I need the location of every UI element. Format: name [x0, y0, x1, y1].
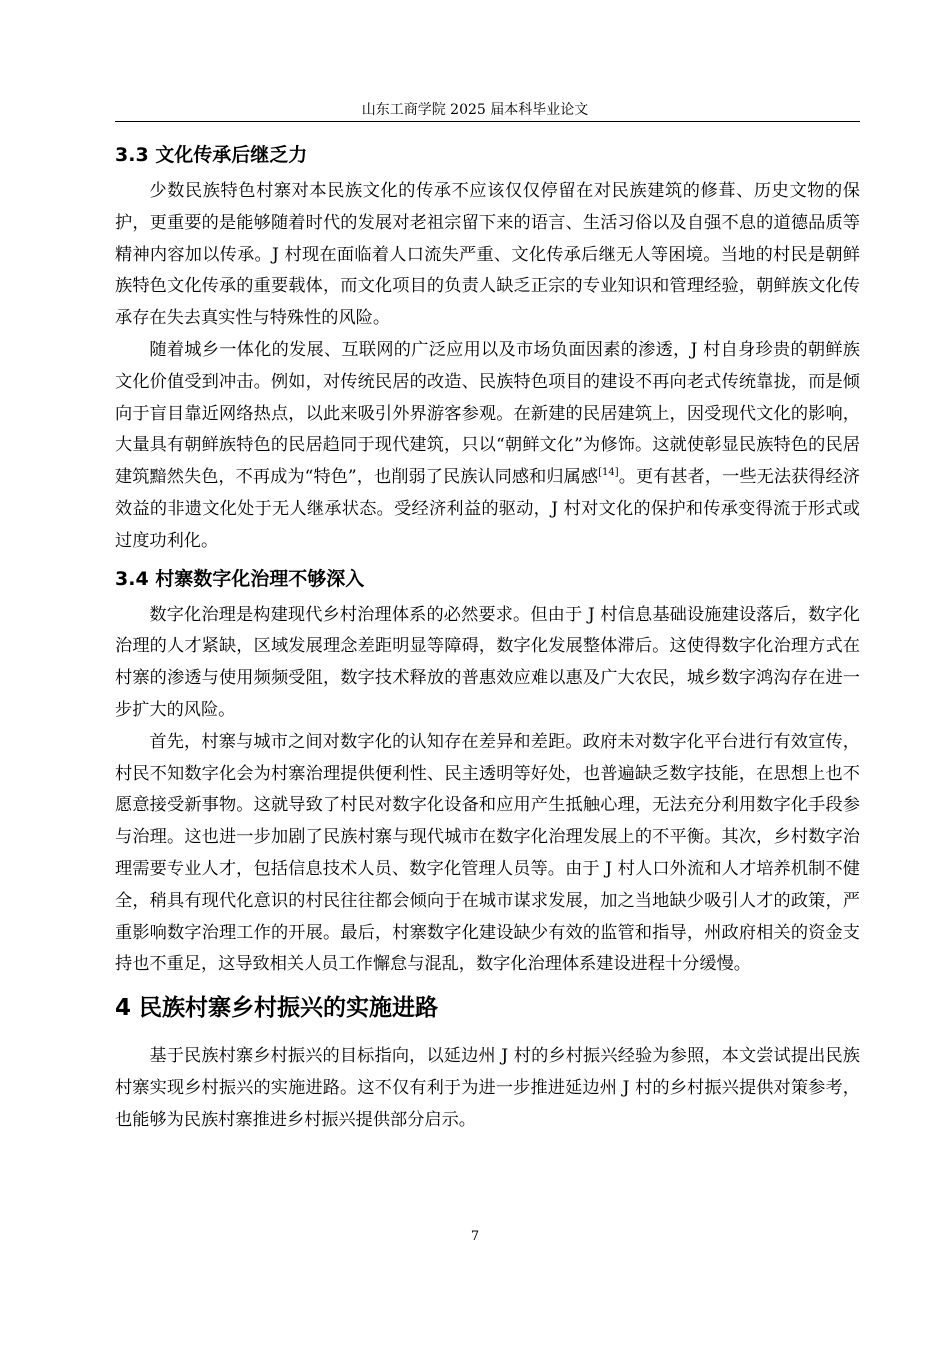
chapter-heading-4: 4 民族村寨乡村振兴的实施进路 — [115, 995, 439, 1022]
paragraph-text: 随着城乡一体化的发展、互联网的广泛应用以及市场负面因素的渗透，J 村自身珍贵的朝鲜族文化价值受到冲击。例如，对传统民居的改造、民族特色项目的建设不再向老式传统靠拢，而是倾向于盲目靠近网络热点，以此来吸引外界游客参观。在新建的民居建筑上，因受现代文化的影响，大量具有朝鲜族特色的民居趋同于现代建筑，只以“朝鲜文化”为修饰。这就使彰显民族特色的民居建筑黯然失色，不再成为“特色”，也削弱了民族认同感和归属感 — [115, 339, 860, 488]
header-rule — [115, 121, 860, 122]
paragraph-text: 。更有甚者，一些无法获得经济效益的非遗文化处于无人继承状态。受经济利益的驱动，J 村对文化的保护和传承变得流于形式或过度功利化。 — [115, 467, 860, 551]
section-heading-3-3: 3.3 文化传承后继乏力 — [115, 144, 308, 166]
page-number: 7 — [470, 1229, 480, 1244]
page-body — [115, 134, 860, 1137]
section-heading-3-4: 3.4 村寨数字化治理不够深入 — [115, 567, 365, 590]
citation-marker[interactable]: [14] — [598, 467, 619, 479]
paragraph: 首先，村寨与城市之间对数字化的认知存在差异和差距。政府未对数字化平台进行有效宣传，村民不知数字化会为村寨治理提供便利性、民主透明等好处，也普遍缺乏数字技能，在思想上也不愿意接受新事物。这就导致了村民对数字化设备和应用产生抵触心理，无法充分利用数字化手段参与治理。这也进一步加剧了民族村寨与现代城市在数字化治理发展上的不平衡。其次，乡村数字治理需要专业人才，包括信息技术人员、数字化管理人员等。由于 J 村人口外流和人才培养机制不健全，稍具有现代化意识的村民往往都会倾向于在城市谋求发展，加之当地缺少吸引人才的政策，严重影响数字治理工作的开展。最后，村寨数字化建设缺少有效的监管和指导，州政府相关的资金支持也不重足，这导致相关人员工作懈怠与混乱，数字化治理体系建设进程十分缓慢。 — [115, 731, 860, 975]
paragraph: 基于民族村寨乡村振兴的目标指向，以延边州 J 村的乡村振兴经验为参照，本文尝试提出民族村寨实现乡村振兴的实施进路。这不仅有利于为进一步推进延边州 J 村的乡村振兴提供对策参考，也能够为民族村寨推进乡村振兴提供部分启示。 — [115, 1046, 860, 1130]
paragraph: 少数民族特色村寨对本民族文化的传承不应该仅仅停留在对民族建筑的修葺、历史文物的保护，更重要的是能够随着时代的发展对老祖宗留下来的语言、生活习俗以及自强不息的道德品质等精神内容加以传承。J 村现在面临着人口流失严重、文化传承后继无人等困境。当地的村民是朝鲜族特色文化传承的重要载体，而文化项目的负责人缺乏正宗的专业知识和管理经验，朝鲜族文化传承存在失去真实性与特殊性的风险。 — [115, 181, 860, 329]
paragraph: 数字化治理是构建现代乡村治理体系的必然要求。但由于 J 村信息基础设施建设落后，数字化治理的人才紧缺，区域发展理念差距明显等障碍，数字化发展整体滞后。这使得数字化治理方式在村寨的渗透与使用频频受阻，数字技术释放的普惠效应难以惠及广大农民，城乡数字鸿沟存在进一步扩大的风险。 — [115, 604, 860, 720]
paragraph — [115, 335, 860, 558]
running-header: 山东工商学院 2025 届本科毕业论文 — [361, 102, 589, 118]
